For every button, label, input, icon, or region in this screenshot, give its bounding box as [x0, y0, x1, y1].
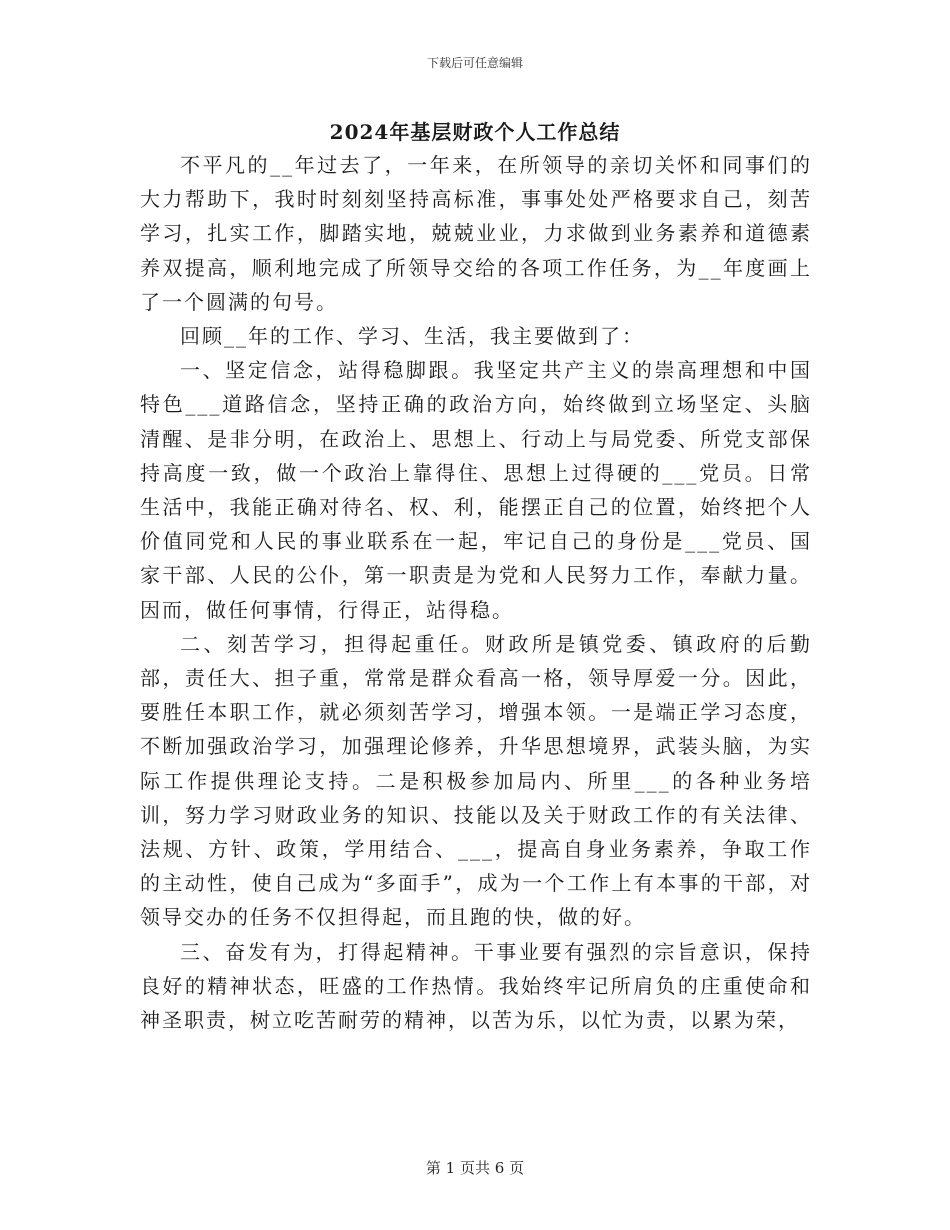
paragraph-section-3: 三、奋发有为，打得起精神。干事业要有强烈的宗旨意识，保持良好的精神状态，旺盛的工作热情。我始终牢记所肩负的庄重使命和神圣职责，树立吃苦耐劳的精神，以苦为乐，以忙为责，以累为荣， — [140, 939, 812, 1033]
paragraph-review: 回顾__年的工作、学习、生活，我主要做到了： — [180, 324, 644, 349]
paragraph-intro: 不平凡的__年过去了，一年来，在所领导的亲切关怀和同事们的大力帮助下，我时时刻刻坚持高标准，事事处处严格要求自己，刻苦学习，扎实工作，脚踏实地，兢兢业业，力求做到业务素养和道德素养双提高，顺利地完成了所领导交给的各项工作任务，为__年度画上了一个圆满的句号。 — [140, 153, 812, 314]
paragraph-section-2: 二、刻苦学习，担得起重任。财政所是镇党委、镇政府的后勤部，责任大、担子重，常常是群众看高一格，领导厚爱一分。因此，要胜任本职工作，就必须刻苦学习，增强本领。一是端正学习态度，不断加强政治学习，加强理论修养，升华思想境界，武装头脑，为实际工作提供理论支持。二是积极参加局内、所里___的各种业务培训，努力学习财政业务的知识、技能以及关于财政工作的有关法律、法规、方针、政策，学用结合、___，提高自身业务素养，争取工作的主动性，使自己成为“多面手”，成为一个工作上有本事的干部，对领导交办的任务不仅担得起，而且跑的快，做的好。 — [140, 631, 812, 930]
paragraph-section-1: 一、坚定信念，站得稳脚跟。我坚定共产主义的崇高理想和中国特色___道路信念，坚持正确的政治方向，始终做到立场坚定、头脑清醒、是非分明，在政治上、思想上、行动上与局党委、所党支部保持高度一致，做一个政治上靠得住、思想上过得硬的___党员。日常生活中，我能正确对待名、权、利，能摆正自己的位置，始终把个人价值同党和人民的事业联系在一起，牢记自己的身份是___党员、国家干部、人民的公仆，第一职责是为党和人民努力工作，奉献力量。因而，做任何事情，行得正，站得稳。 — [140, 358, 812, 622]
header-note: 下载后可任意编辑 — [426, 56, 523, 70]
page-footer: 第 1 页共 6 页 — [425, 1159, 525, 1177]
document-title: 2024年基层财政个人工作总结 — [329, 120, 621, 144]
document-body — [140, 148, 812, 1037]
